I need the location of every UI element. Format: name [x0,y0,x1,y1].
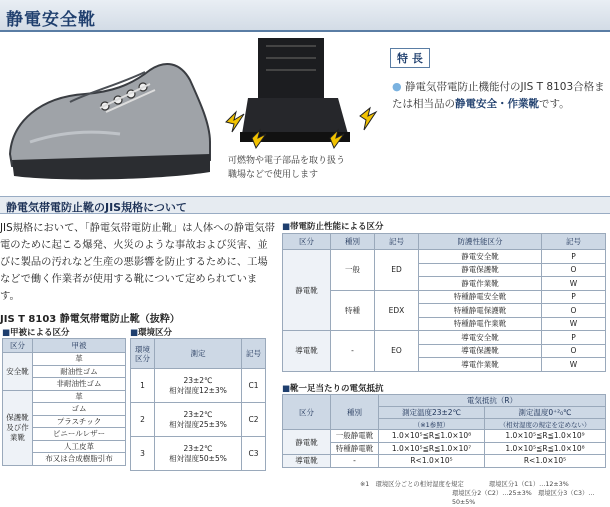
table-cell: 人工皮革 [33,440,126,453]
perf-name: 特種静電保護靴 [419,304,542,318]
resist-value: 1.0×10⁵≦R≦1.0×10⁸ [379,430,485,443]
resist-value: 1.0×10⁵≦R≦1.0×10⁸ [484,442,605,455]
resist-label-text: 靴一足当たりの電気抵抗 [290,384,384,394]
env-code: C3 [242,437,266,471]
perf-table-label [282,220,384,232]
col-header: 測定温度0⁺²₀℃ [484,407,605,419]
section-heading-text: 静電気帯電防止靴のJIS規格について [6,201,187,214]
table-cell: ゴム [33,403,126,416]
col-header: 測定 [155,339,242,369]
col-header: 甲被 [33,339,126,353]
col-header: 区分 [283,395,331,430]
perf-symbol: O [542,304,606,318]
resist-notes [360,480,610,507]
table-cell: 耐油性ゴム [33,365,126,378]
env-label-text: 環境区分 [138,328,173,338]
features-highlight: 静電安全・作業靴 [455,98,539,110]
env-measure [155,403,242,437]
env-humidity: 相対湿度25±3% [169,419,227,429]
features-box [390,48,610,113]
caption-line: 可燃物や電子部品を取り扱う [228,156,346,166]
group-name: 安全靴 [3,353,33,391]
resist-value: 1.0×10⁵≦R≦1.0×10⁷ [379,442,485,455]
col-header: 区分 [3,339,33,353]
col-subheader: （相対湿度の規定を定めない） [484,419,605,430]
perf-symbol: P [542,250,606,264]
col-header: 記号 [542,234,606,250]
col-header: 防護性能区分 [419,234,542,250]
table-cell: プラスチック [33,415,126,428]
env-table-label [130,326,172,338]
features-tag: 特 長 [390,48,430,68]
environment-table [130,338,266,471]
resistance-table [282,394,606,468]
perf-name: 特種静電安全靴 [419,290,542,304]
perf-name: 静電安全靴 [419,250,542,264]
table-cell: 布又は合成樹脂引布 [33,453,126,466]
table-cell: 革 [33,353,126,366]
perf-code: ED [375,250,419,291]
perf-symbol: P [542,331,606,345]
square-bullet-icon: ■ [130,328,139,338]
perf-symbol: W [542,317,606,331]
upper-table-label [2,326,70,338]
env-humidity: 相対湿度12±3% [169,385,227,395]
upper-label-text: 甲被による区分 [10,328,70,338]
resist-value: 1.0×10⁵≦R≦1.0×10⁹ [484,430,605,443]
standard-title: JIS T 8103 静電気帯電防止靴（抜粋） [0,314,180,325]
perf-class: 静電靴 [283,250,331,331]
perf-symbol: W [542,358,606,372]
perf-label-text: 帯電防止性能による区分 [290,222,384,232]
perf-name: 導電作業靴 [419,358,542,372]
col-header: 測定温度23±2℃ [379,407,485,419]
page-title: 静電安全靴 [6,10,96,30]
resist-value: R<1.0×10⁵ [379,455,485,468]
note-line: 環境区分2（C2）…25±3% 環境区分3（C3）…50±5% [452,490,595,506]
env-humidity: 相対湿度50±5% [169,453,227,463]
perf-name: 静電作業靴 [419,277,542,291]
perf-type: 特種 [331,290,375,331]
features-post: です。 [539,98,570,110]
group-name: 保護靴及び作業靴 [3,390,33,465]
env-temp: 23±2℃ [183,443,213,453]
col-header: 環境区分 [131,339,155,369]
env-temp: 23±2℃ [183,409,213,419]
square-bullet-icon: ■ [2,328,11,338]
resist-type: 一般静電靴 [331,430,379,443]
perf-symbol: O [542,263,606,277]
square-bullet-icon: ■ [282,222,291,232]
hero-section [0,34,610,190]
perf-symbol: O [542,344,606,358]
perf-symbol: P [542,290,606,304]
features-pre: 静電気帯電防止機能付のJIS T 8103合格または相当品の [392,81,605,110]
col-header: 種別 [331,395,379,430]
perf-symbol: W [542,277,606,291]
perf-type: - [331,331,375,372]
bullet-icon: ● [392,80,402,93]
perf-name: 静電保護靴 [419,263,542,277]
perf-code: EO [375,331,419,372]
features-text [390,78,610,113]
col-header: 記号 [375,234,419,250]
performance-table [282,233,606,372]
resist-class: 静電靴 [283,430,331,455]
perf-class: 導電靴 [283,331,331,372]
env-no: 3 [131,437,155,471]
table-cell: ビニールレザー [33,428,126,441]
table-cell: 非耐油性ゴム [33,378,126,391]
resist-table-label [282,382,384,394]
env-measure [155,369,242,403]
resist-type: 特種静電靴 [331,442,379,455]
caption-line: 職場などで使用します [228,170,319,180]
perf-code: EDX [375,290,419,331]
square-bullet-icon: ■ [282,384,291,394]
col-header: 種別 [331,234,375,250]
env-temp: 23±2℃ [183,375,213,385]
resist-class: 導電靴 [283,455,331,468]
upper-material-table [2,338,126,466]
perf-name: 特種静電作業靴 [419,317,542,331]
perf-type: 一般 [331,250,375,291]
col-header: 電気抵抗（R） [379,395,606,407]
usage-caption [228,154,345,182]
safety-shoe-illustration [0,42,215,190]
col-header: 記号 [242,339,266,369]
perf-name: 導電保護靴 [419,344,542,358]
env-measure [155,437,242,471]
static-shoe-illustration [218,38,378,154]
env-code: C1 [242,369,266,403]
env-no: 1 [131,369,155,403]
resist-value: R<1.0×10⁵ [484,455,605,468]
resist-type: - [331,455,379,468]
jis-description: JIS規格において、「静電気帯電防止靴」は人体への静電気帯電のために起こる爆発、火災のような事故および災害、並びに製品の汚れなど生産の悪影響を防止するために、工場などで働く作業者が使用する靴について定められています。 [0,222,275,302]
note-line: ※1 環境区分ごとの相対湿度を規定 環境区分1（C1）…12±3% [360,481,569,488]
env-no: 2 [131,403,155,437]
title-bar [0,0,610,32]
jis-section-heading [0,196,610,214]
col-subheader: （※1参照） [379,419,485,430]
perf-name: 導電安全靴 [419,331,542,345]
env-code: C2 [242,403,266,437]
table-cell: 革 [33,390,126,403]
col-header: 区分 [283,234,331,250]
